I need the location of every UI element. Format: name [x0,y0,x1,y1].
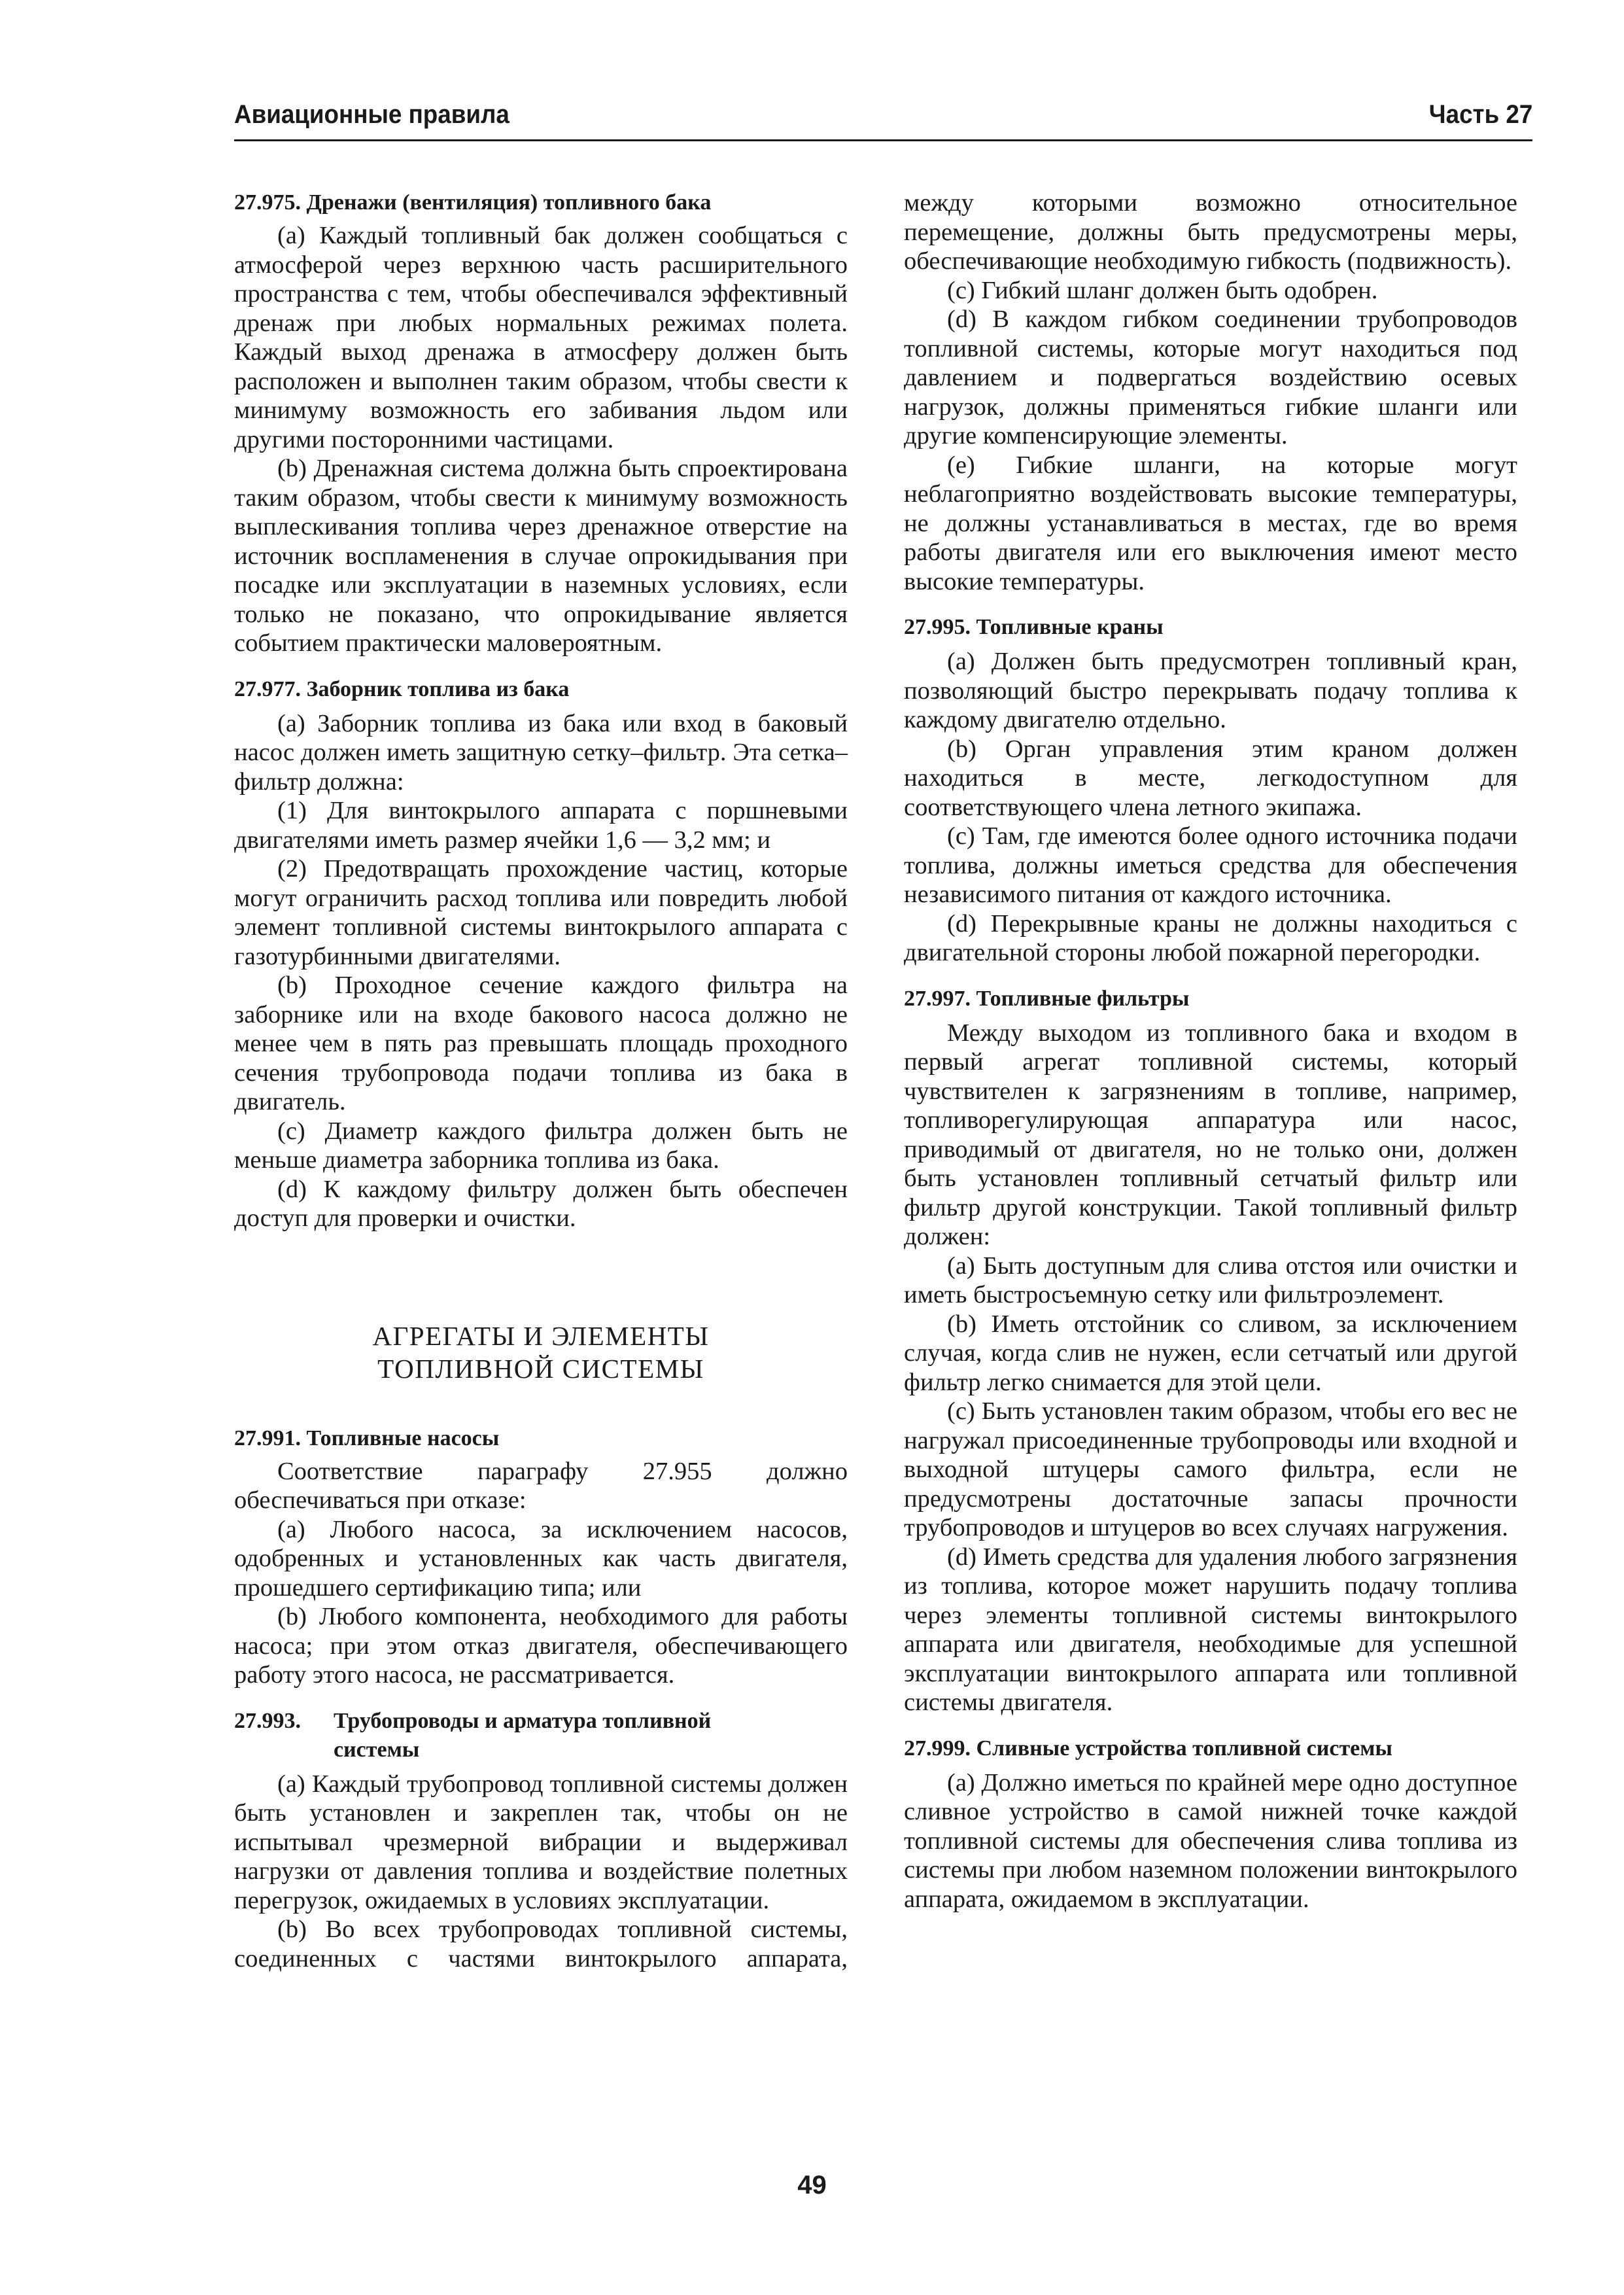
paragraph-27-993-d: (d) В каждом гибком соединении трубопроводов топливной системы, которые могут находиться под давлением и подвергаться воздействию осевых нагрузок, должны применяться гибкие шланги или другие компенсирующие элементы. [904,306,1517,449]
section-title [234,1320,848,1385]
paragraph-27-977-a1: (1) Для винтокрылого аппарата с поршневыми двигателями иметь размер ячейки 1,6 — 3,2 мм; и [234,797,848,854]
heading-27-977: 27.977. Заборник топлива из бака [234,676,570,701]
paragraph-27-993-b-continued: между которыми возможно относительное перемещение, должны быть предусмотрены меры, обеспечивающие необходимую гибкость (подвижность). [904,189,1517,275]
heading-27-975: 27.975. Дренажи (вентиляция) топливного бака [234,190,712,215]
paragraph-27-991-b: (b) Любого компонента, необходимого для работы насоса; при этом отказ двигателя, обеспечивающего работу этого насоса, не рассматривается. [234,1603,848,1689]
header-title: Авиационные правила [234,100,510,129]
paragraph-27-991-a: (a) Любого насоса, за исключением насосов, одобренных и установленных как часть двигателя, прошедшего сертификацию типа; или [234,1515,848,1602]
paragraph-27-997-a: (a) Быть доступным для слива отстоя или очистки и иметь быстросъемную сетку или фильтроэлемент. [904,1252,1517,1308]
paragraph-27-977-a2: (2) Предотвращать прохождение частиц, которые могут ограничить расход топлива или повредить любой элемент топливной системы винтокрылого аппарата с газотурбинными двигателями. [234,855,848,970]
paragraph-27-997-b: (b) Иметь отстойник со сливом, за исключением случая, когда слив не нужен, если сетчатый или другой фильтр легко снимается для этой цели. [904,1310,1517,1396]
paragraph-27-977-d: (d) К каждому фильтру должен быть обеспечен доступ для проверки и очистки. [234,1175,848,1232]
heading-27-999: 27.999. Сливные устройства топливной системы [904,1736,1392,1761]
section-title-line-2: ТОПЛИВНОЙ СИСТЕМЫ [377,1353,704,1384]
heading-27-997: 27.997. Топливные фильтры [904,986,1190,1011]
section-title-line-1: АГРЕГАТЫ И ЭЛЕМЕНТЫ [372,1320,710,1351]
paragraph-27-995-d: (d) Перекрывные краны не должны находиться с двигательной стороны любой пожарной перегородки. [904,909,1517,966]
paragraph-27-995-b: (b) Орган управления этим краном должен находиться в месте, легкодоступном для соответствующего члена летного экипажа. [904,735,1517,821]
paragraph-27-993-b-start: (b) Во всех трубопроводах топливной системы, соединенных с частями винтокрылого аппарата, [234,1916,848,1972]
heading-27-991: 27.991. Топливные насосы [234,1426,500,1450]
heading-27-993-number: 27.993. [234,1708,301,1733]
paragraph-27-999-a: (a) Должно иметься по крайней мере одно доступное сливное устройство в самой нижней точке каждой топливной системы для обеспечения слива топлива из системы при любом наземном положении винтокрылого аппарата, ожидаемом в эксплуатации. [904,1768,1517,1913]
paragraph-27-993-a: (a) Каждый трубопровод топливной системы должен быть установлен и закреплен так, чтобы он не испытывал чрезмерной вибрации и выдерживал нагрузки от давления топлива и воздействие полетных перегрузок, ожидаемых в условиях эксплуатации. [234,1770,848,1914]
paragraph-27-975-a: (a) Каждый топливный бак должен сообщаться с атмосферой через верхнюю часть расширительного пространства с тем, чтобы обеспечивался эффективный дренаж при любых нормальных режимах полета. Каждый выход дренажа в атмосферу должен быть расположен и выполнен таким образом, чтобы свести к минимуму возможность его забивания льдом или другими посторонними частицами. [234,222,848,453]
paragraph-27-997-d: (d) Иметь средства для удаления любого загрязнения из топлива, которое может нарушить подачу топлива через элементы топливной системы винтокрылого аппарата или двигателя, необходимые для успешной эксплуатации винтокрылого аппарата или топливной системы двигателя. [904,1543,1517,1716]
left-column [234,188,848,1973]
header-rule [234,139,1532,141]
right-column [904,188,1517,1914]
paragraph-27-993-e: (e) Гибкие шланги, на которые могут неблагоприятно воздействовать высокие температуры, не должны устанавливаться в местах, где во время работы двигателя или его выключения имеют место высокие температуры. [904,451,1517,595]
paragraph-27-977-a: (a) Заборник топлива из бака или вход в баковый насос должен иметь защитную сетку–фильтр. Эта сетка–фильтр должна: [234,709,848,796]
paragraph-27-995-a: (a) Должен быть предусмотрен топливный кран, позволяющий быстро перекрывать подачу топлива к каждому двигателю отдельно. [904,648,1517,733]
paragraph-27-995-c: (c) Там, где имеются более одного источника подачи топлива, должны иметься средства для обеспечения независимого питания от каждого источника. [904,822,1517,908]
heading-27-993 [234,1707,848,1764]
heading-27-993-title: Трубопроводы и арматура топливной системы [334,1708,712,1762]
paragraph-27-997-intro: Между выходом из топливного бака и входом в первый агрегат топливной системы, который чувствителен к загрязнениям в топливе, например, топливорегулирующая аппаратура или насос, приводимый от двигателя, но не только они, должен быть установлен топливный сетчатый фильтр или фильтр другой конструкции. Такой топливный фильтр должен: [904,1019,1517,1250]
heading-27-995: 27.995. Топливные краны [904,615,1164,639]
running-head [234,101,1532,128]
header-part: Часть 27 [1428,100,1533,129]
paragraph-27-977-b: (b) Проходное сечение каждого фильтра на заборнике или на входе бакового насоса должно не менее чем в пять раз превышать площадь проходного сечения трубопровода подачи топлива из бака в двигатель. [234,972,848,1115]
paragraph-27-991-intro: Соответствие параграфу 27.955 должно обеспечиваться при отказе: [234,1457,848,1514]
paragraph-27-993-c: (c) Гибкий шланг должен быть одобрен. [947,276,1378,304]
page-number: 49 [797,2171,827,2199]
paragraph-27-975-b: (b) Дренажная система должна быть спроектирована таким образом, чтобы свести к минимуму возможность выплескивания топлива через дренажное отверстие на источник воспламенения в случае опрокидывания при посадке или эксплуатации в наземных условиях, если только не показано, что опрокидывание является событием практически маловероятным. [234,455,848,657]
paragraph-27-997-c: (c) Быть установлен таким образом, чтобы его вес не нагружал присоединенные трубопроводы или входной и выходной штуцеры самого фильтра, если не предусмотрены достаточные запасы прочности трубопроводов и штуцеров во всех случаях нагружения. [904,1397,1517,1541]
paragraph-27-977-c: (c) Диаметр каждого фильтра должен быть не меньше диаметра заборника топлива из бака. [234,1117,848,1174]
